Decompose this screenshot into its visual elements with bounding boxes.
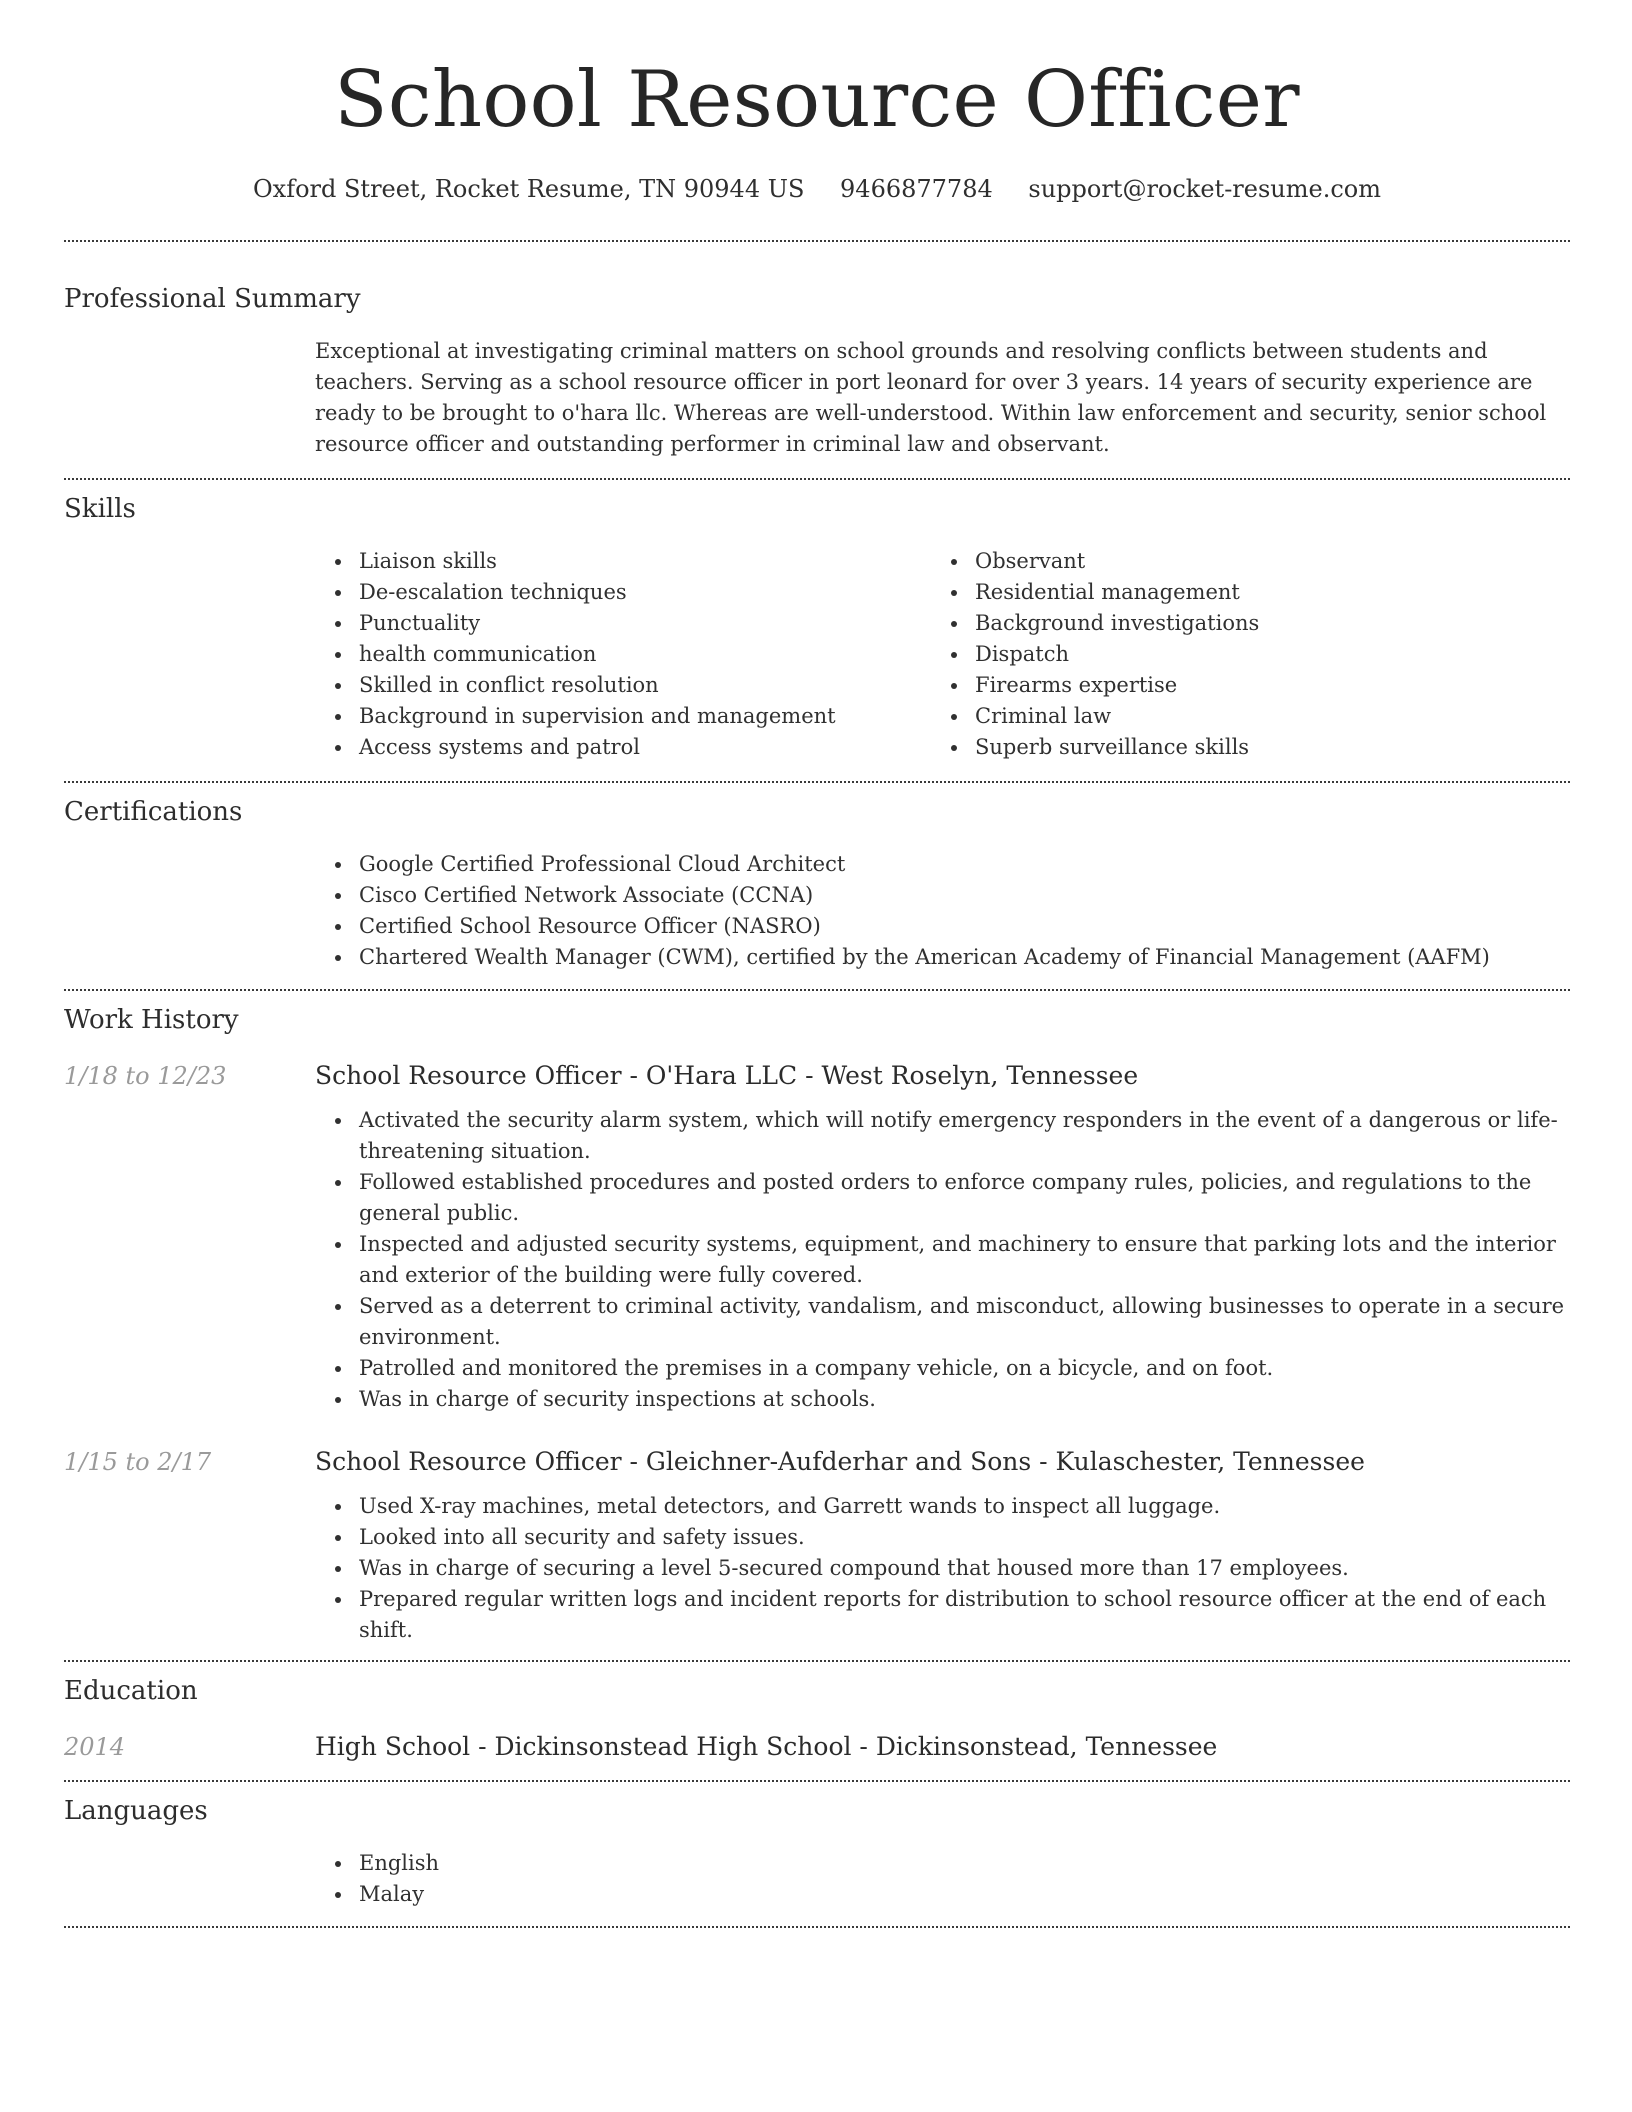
certifications-list xyxy=(315,849,1570,973)
job-dates: 1/18 to 12/23 xyxy=(64,1062,227,1090)
education-year: 2014 xyxy=(64,1733,126,1761)
divider xyxy=(64,240,1570,242)
job-heading: School Resource Officer - Gleichner-Aufderhar and Sons - Kulaschester, Tennessee xyxy=(315,1447,1365,1476)
languages-list xyxy=(315,1848,1570,1910)
summary-section xyxy=(64,282,1570,460)
list-item: Inspected and adjusted security systems, equipment, and machinery to ensure that parking lots and the interior and exterior of the building were fully covered. xyxy=(315,1229,1570,1291)
certifications-section xyxy=(64,795,1570,973)
list-item: Cisco Certified Network Associate (CCNA) xyxy=(315,880,1570,911)
divider xyxy=(64,1780,1570,1782)
resume-header xyxy=(64,52,1570,204)
list-item: Firearms expertise xyxy=(931,670,1547,701)
contact-address: Oxford Street, Rocket Resume, TN 90944 US xyxy=(252,175,805,203)
contact-phone: 9466877784 xyxy=(840,175,993,203)
list-item: Background in supervision and management xyxy=(315,701,931,732)
list-item: Used X-ray machines, metal detectors, and Garrett wands to inspect all luggage. xyxy=(315,1491,1570,1522)
skills-list-left xyxy=(315,546,931,763)
section-title: Work History xyxy=(64,1005,239,1035)
list-item: English xyxy=(315,1848,1570,1879)
divider xyxy=(64,989,1570,991)
list-item: De-escalation techniques xyxy=(315,577,931,608)
divider xyxy=(64,1660,1570,1662)
list-item: Superb surveillance skills xyxy=(931,732,1547,763)
job-entry xyxy=(64,1059,1570,1093)
section-title: Professional Summary xyxy=(64,284,361,314)
list-item: Chartered Wealth Manager (CWM), certified by the American Academy of Financial Management (AAFM) xyxy=(315,942,1570,973)
section-title: Education xyxy=(64,1676,198,1706)
list-item: Patrolled and monitored the premises in a company vehicle, on a bicycle, and on foot. xyxy=(315,1353,1570,1384)
list-item: Background investigations xyxy=(931,608,1547,639)
job-bullets xyxy=(315,1105,1570,1415)
resume-page xyxy=(64,0,1570,2112)
contact-line xyxy=(64,174,1570,204)
list-item: Followed established procedures and posted orders to enforce company rules, policies, and regulations to the general public. xyxy=(315,1167,1570,1229)
divider xyxy=(64,781,1570,783)
job-bullets xyxy=(315,1491,1570,1646)
list-item: Google Certified Professional Cloud Architect xyxy=(315,849,1570,880)
list-item: Punctuality xyxy=(315,608,931,639)
list-item: Looked into all security and safety issues. xyxy=(315,1522,1570,1553)
list-item: Liaison skills xyxy=(315,546,931,577)
work-history-section xyxy=(64,1003,1570,1646)
list-item: Activated the security alarm system, which will notify emergency responders in the event of a dangerous or life-threatening situation. xyxy=(315,1105,1570,1167)
list-item: Dispatch xyxy=(931,639,1547,670)
section-title: Skills xyxy=(64,494,136,524)
divider xyxy=(64,1926,1570,1928)
education-entry xyxy=(64,1730,1570,1764)
list-item: Was in charge of security inspections at schools. xyxy=(315,1384,1570,1415)
list-item: Served as a deterrent to criminal activity, vandalism, and misconduct, allowing businesses to operate in a secure environment. xyxy=(315,1291,1570,1353)
list-item: Was in charge of securing a level 5-secured compound that housed more than 17 employees. xyxy=(315,1553,1570,1584)
list-item: Access systems and patrol xyxy=(315,732,931,763)
skills-list-right xyxy=(931,546,1547,763)
languages-section xyxy=(64,1794,1570,1910)
summary-text: Exceptional at investigating criminal matters on school grounds and resolving conflicts between students and teachers. Serving as a school resource officer in port leonard for over 3 years. 14 years of security experience are ready to be brought to o'hara llc. Whereas are well-understood. Within law enforcement and security, senior school resource officer and outstanding performer in criminal law and observant. xyxy=(315,339,1547,456)
section-title: Certifications xyxy=(64,797,243,827)
job-dates: 1/15 to 2/17 xyxy=(64,1448,212,1476)
section-title: Languages xyxy=(64,1796,208,1826)
list-item: Malay xyxy=(315,1879,1570,1910)
list-item: Criminal law xyxy=(931,701,1547,732)
list-item: Observant xyxy=(931,546,1547,577)
skills-section xyxy=(64,492,1570,763)
contact-email: support@rocket-resume.com xyxy=(1028,175,1381,203)
divider xyxy=(64,478,1570,480)
list-item: Prepared regular written logs and incident reports for distribution to school resource officer at the end of each shift. xyxy=(315,1584,1570,1646)
list-item: Residential management xyxy=(931,577,1547,608)
education-heading: High School - Dickinsonstead High School - Dickinsonstead, Tennessee xyxy=(315,1732,1218,1761)
list-item: Skilled in conflict resolution xyxy=(315,670,931,701)
list-item: health communication xyxy=(315,639,931,670)
job-heading: School Resource Officer - O'Hara LLC - West Roselyn, Tennessee xyxy=(315,1061,1139,1090)
page-title: School Resource Officer xyxy=(334,55,1300,145)
education-section xyxy=(64,1674,1570,1764)
list-item: Certified School Resource Officer (NASRO) xyxy=(315,911,1570,942)
job-entry xyxy=(64,1445,1570,1479)
